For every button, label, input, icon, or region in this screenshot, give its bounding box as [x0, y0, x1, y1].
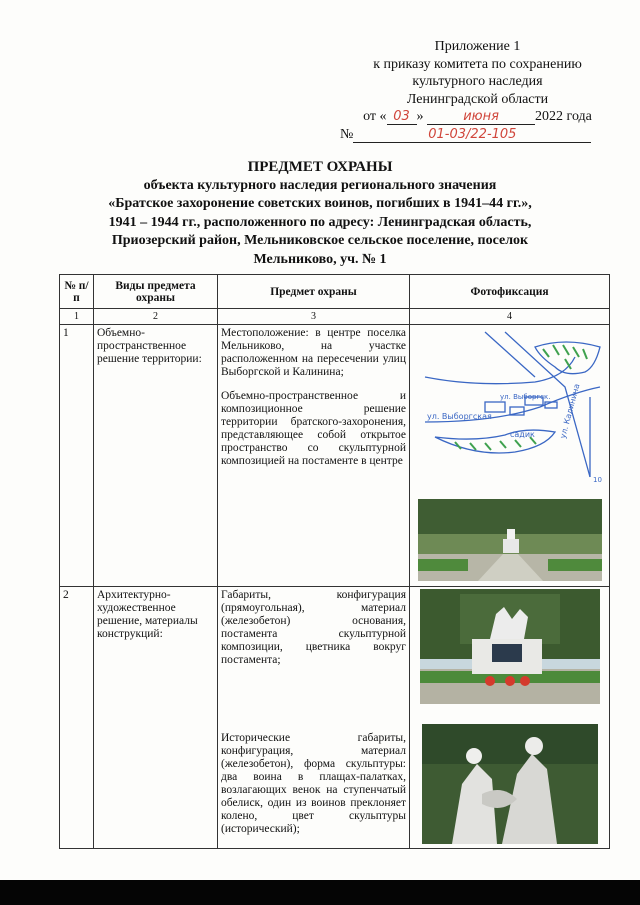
appendix-line-1: Приложение 1: [434, 39, 521, 54]
sketch-label-left: ул. Выборгская: [426, 412, 492, 421]
scan-bottom-edge: [0, 880, 640, 905]
row-subject: [218, 325, 410, 587]
table-row: [60, 325, 610, 587]
appendix-date-line: [330, 108, 625, 126]
col-number: 2: [94, 309, 218, 325]
monument-front-photo-icon: [420, 589, 600, 704]
sketch-label-sadik: садик: [509, 430, 535, 439]
subject-item: Местоположение: в центре поселка Мельниково, на участке расположенном на пересечении улиц Выборгской и Калинина;: [221, 327, 406, 378]
sketch-label-center: ул. Выборгск.: [499, 393, 550, 401]
row-photos: [410, 325, 610, 587]
appendix-block: [330, 38, 625, 143]
sketch-dim-label: 10: [592, 476, 602, 484]
site-plan-sketch-icon: [415, 327, 605, 487]
col-number: 3: [218, 309, 410, 325]
row-type: Архитектурно-художественное решение, материалы конструкций:: [94, 587, 218, 849]
date-year: 2022 года: [535, 109, 592, 124]
heading-line-4: 1941 – 1944 гг., расположенного по адресу: Ленинградская область,: [108, 214, 532, 230]
heading-title: ПРЕДМЕТ ОХРАНЫ: [247, 159, 393, 175]
column-number-row: [60, 309, 610, 325]
header-subject: Предмет охраны: [218, 275, 410, 309]
sculpture-closeup-photo-icon: [422, 724, 598, 844]
memorial-overview-photo-icon: [418, 499, 602, 581]
row-subject: [218, 587, 410, 849]
subject-item: Объемно-пространственное и композиционное решение территории братского-захоронения, представляющее собой открытое пространство со скульптурной композицией на постаменте в центре: [221, 390, 406, 467]
row-photos: [410, 587, 610, 849]
row-number: 1: [60, 325, 94, 587]
date-day: 03: [387, 110, 417, 125]
heading-line-3: «Братское захоронение советских воинов, погибших в 1941–44 гг.»,: [108, 196, 532, 211]
heading-line-2: объекта культурного наследия регионального значения: [143, 177, 497, 193]
protection-subject-table: [59, 274, 610, 849]
heading-line-6: Мельниково, уч. № 1: [253, 251, 387, 267]
order-number: 01-03/22-105: [353, 128, 591, 143]
date-prefix: от «: [363, 109, 387, 124]
sketch-label-right: ул. Калинина: [557, 382, 582, 440]
appendix-line-4: Ленинградской области: [406, 91, 549, 107]
number-prefix: №: [340, 126, 354, 142]
table-header-row: [60, 275, 610, 309]
header-photo: Фотофиксация: [410, 275, 610, 309]
header-num: № п/п: [60, 275, 94, 309]
col-number: 1: [60, 309, 94, 325]
appendix-number-line: [340, 126, 625, 144]
date-mid: »: [416, 109, 424, 124]
table-row: [60, 587, 610, 849]
document-heading: [20, 158, 620, 269]
subject-item: Исторические габариты, конфигурация, материал (железобетон), форма скульптуры: два воина в плащах-палатках, возлагающих венок на ступенчатый обелиск, один из воинов преклоняет колено, цвет скульптуры (исторический);: [221, 732, 406, 835]
row-type: Объемно-пространственное решение территории:: [94, 325, 218, 587]
appendix-line-2: к приказу комитета по сохранению: [373, 56, 582, 72]
date-month: июня: [427, 110, 535, 125]
appendix-line-3: культурного наследия: [412, 74, 543, 89]
row-number: 2: [60, 587, 94, 849]
header-type: Виды предмета охраны: [94, 275, 218, 309]
col-number: 4: [410, 309, 610, 325]
subject-item: Габариты, конфигурация (прямоугольная), материал (железобетон) основания, постамента скульптурной композиции, цветника вокруг постамента;: [221, 589, 406, 666]
heading-line-5: Приозерский район, Мельниковское сельское поселение, поселок: [111, 233, 529, 248]
